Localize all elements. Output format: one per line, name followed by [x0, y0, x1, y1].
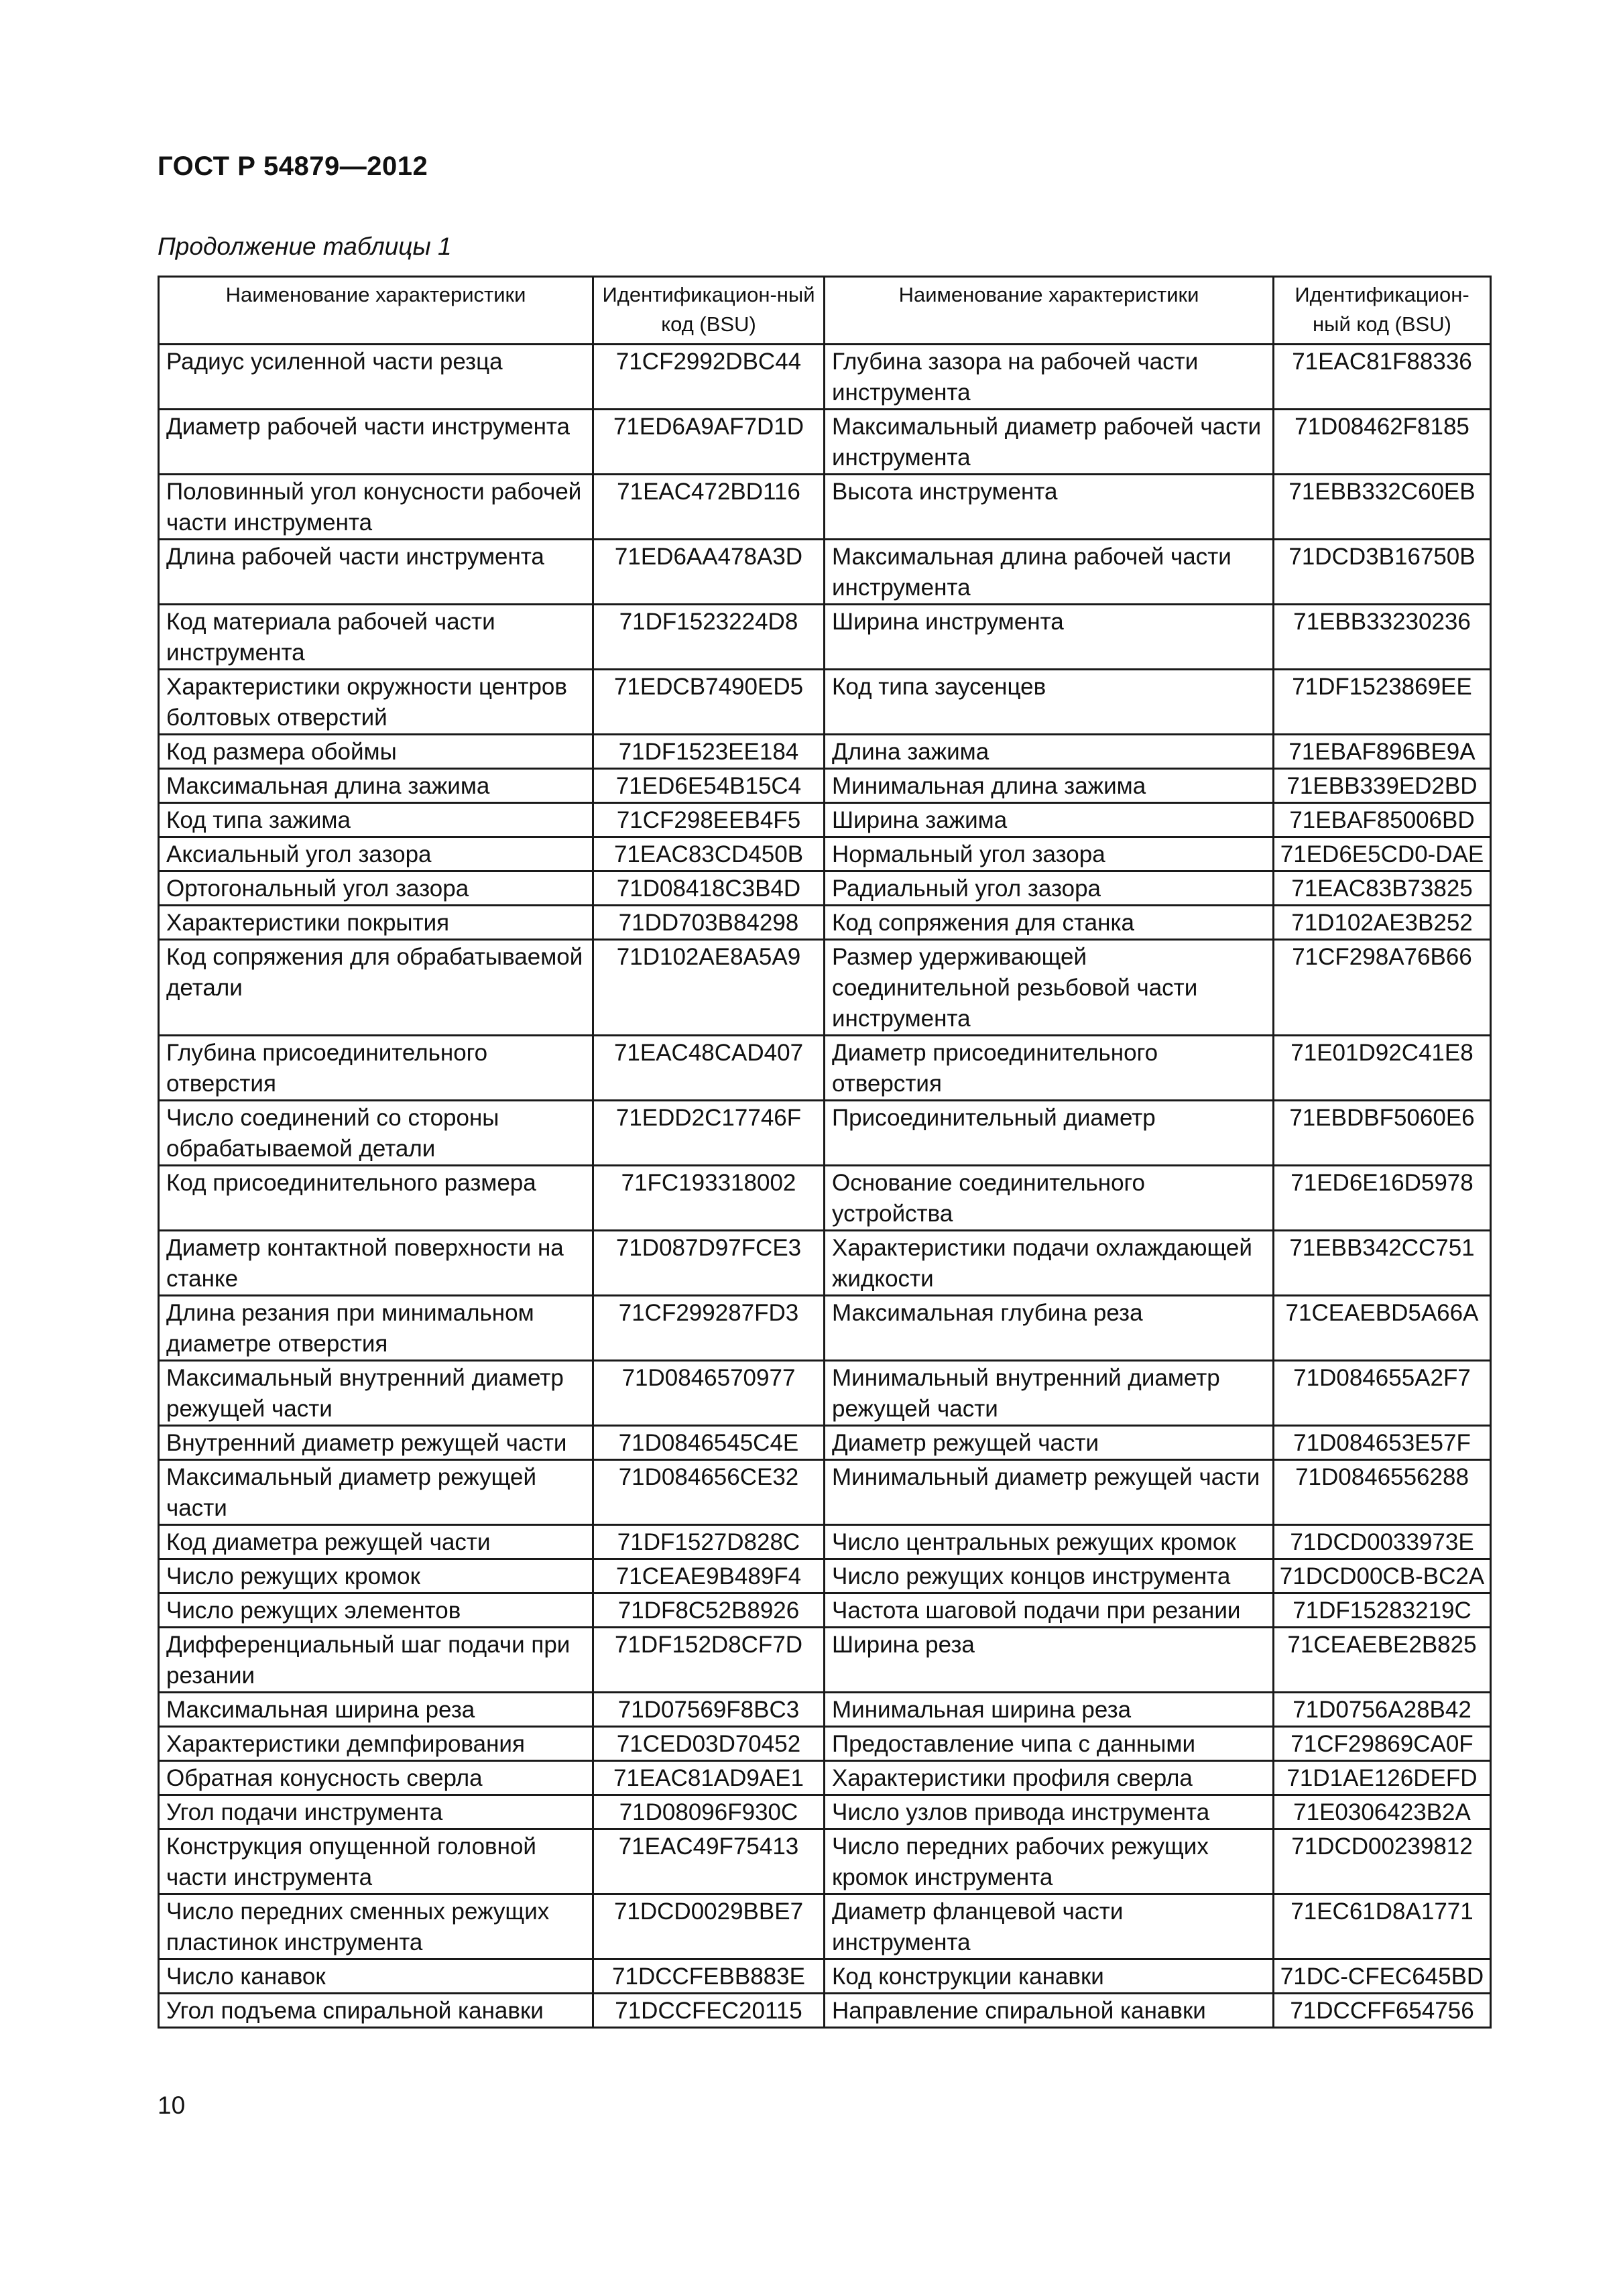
right-bsu-code: 71D084655A2F7 [1274, 1361, 1491, 1426]
left-characteristic-name: Внутренний диаметр режущей части [159, 1426, 593, 1460]
left-bsu-code: 71DCCFEBB883E [593, 1959, 825, 1994]
right-characteristic-name: Ширина реза [825, 1628, 1274, 1693]
page-number: 10 [158, 2092, 186, 2119]
header-bsu-code-left: Идентификацион-ный код (BSU) [593, 277, 825, 345]
left-characteristic-name: Конструкция опущенной головной части инструмента [159, 1829, 593, 1894]
left-characteristic-name: Глубина присоединительного отверстия [159, 1036, 593, 1101]
left-characteristic-name: Число передних сменных режущих пластинок инструмента [159, 1894, 593, 1959]
table-row [159, 1727, 1491, 1761]
table-row [159, 1761, 1491, 1795]
table-row [159, 1166, 1491, 1231]
left-characteristic-name: Аксиальный угол зазора [159, 837, 593, 871]
right-bsu-code: 71EAC83B73825 [1274, 871, 1491, 906]
right-characteristic-name: Ширина инструмента [825, 605, 1274, 670]
left-bsu-code: 71CED03D70452 [593, 1727, 825, 1761]
left-characteristic-name: Код размера обоймы [159, 735, 593, 769]
right-bsu-code: 71DF15283219C [1274, 1593, 1491, 1628]
table-row [159, 1101, 1491, 1166]
left-characteristic-name: Характеристики покрытия [159, 906, 593, 940]
header-characteristic-name-right: Наименование характеристики [825, 277, 1274, 345]
left-characteristic-name: Угол подъема спиральной канавки [159, 1994, 593, 2028]
left-characteristic-name: Код типа зажима [159, 803, 593, 837]
left-characteristic-name: Характеристики окружности центров болтовых отверстий [159, 670, 593, 735]
left-characteristic-name: Код диаметра режущей части [159, 1525, 593, 1559]
table-row [159, 410, 1491, 475]
right-bsu-code: 71DCCFF654756 [1274, 1994, 1491, 2028]
table-row [159, 1559, 1491, 1593]
document-header: ГОСТ Р 54879—2012 [158, 152, 428, 181]
right-bsu-code: 71ED6E16D5978 [1274, 1166, 1491, 1231]
right-characteristic-name: Минимальная длина зажима [825, 769, 1274, 803]
right-bsu-code: 71DC-CFEC645BD [1274, 1959, 1491, 1994]
left-bsu-code: 71D08096F930C [593, 1795, 825, 1829]
left-bsu-code: 71D07569F8BC3 [593, 1693, 825, 1727]
right-characteristic-name: Диаметр режущей части [825, 1426, 1274, 1460]
table-row [159, 1036, 1491, 1101]
table-body [159, 345, 1491, 2028]
table-row [159, 1829, 1491, 1894]
right-characteristic-name: Частота шаговой подачи при резании [825, 1593, 1274, 1628]
table-row [159, 1296, 1491, 1361]
left-characteristic-name: Максимальный внутренний диаметр режущей части [159, 1361, 593, 1426]
right-bsu-code: 71EBB332C60EB [1274, 475, 1491, 540]
table-row [159, 345, 1491, 410]
left-bsu-code: 71EAC472BD116 [593, 475, 825, 540]
right-bsu-code: 71D08462F8185 [1274, 410, 1491, 475]
left-characteristic-name: Код присоединительного размера [159, 1166, 593, 1231]
left-characteristic-name: Диаметр рабочей части инструмента [159, 410, 593, 475]
table-row [159, 1795, 1491, 1829]
left-bsu-code: 71D08418C3B4D [593, 871, 825, 906]
right-characteristic-name: Ширина зажима [825, 803, 1274, 837]
right-bsu-code: 71DCD00CB-BC2A [1274, 1559, 1491, 1593]
right-characteristic-name: Характеристики профиля сверла [825, 1761, 1274, 1795]
left-bsu-code: 71CEAE9B489F4 [593, 1559, 825, 1593]
table-row [159, 871, 1491, 906]
right-characteristic-name: Максимальная глубина реза [825, 1296, 1274, 1361]
left-characteristic-name: Максимальная длина зажима [159, 769, 593, 803]
table-row [159, 1525, 1491, 1559]
left-characteristic-name: Число соединений со стороны обрабатываемой детали [159, 1101, 593, 1166]
table-header-row [159, 277, 1491, 345]
right-characteristic-name: Число режущих концов инструмента [825, 1559, 1274, 1593]
left-bsu-code: 71DD703B84298 [593, 906, 825, 940]
left-characteristic-name: Половинный угол конусности рабочей части инструмента [159, 475, 593, 540]
right-bsu-code: 71EBAF896BE9A [1274, 735, 1491, 769]
left-bsu-code: 71D0846570977 [593, 1361, 825, 1426]
right-bsu-code: 71CF298A76B66 [1274, 940, 1491, 1036]
table-row [159, 803, 1491, 837]
table-row [159, 670, 1491, 735]
right-bsu-code: 71D0756A28B42 [1274, 1693, 1491, 1727]
right-characteristic-name: Максимальный диаметр рабочей части инструмента [825, 410, 1274, 475]
left-bsu-code: 71D087D97FCE3 [593, 1231, 825, 1296]
right-bsu-code: 71E0306423B2A [1274, 1795, 1491, 1829]
right-bsu-code: 71D1AE126DEFD [1274, 1761, 1491, 1795]
right-characteristic-name: Диаметр присоединительного отверстия [825, 1036, 1274, 1101]
right-bsu-code: 71DCD0033973E [1274, 1525, 1491, 1559]
right-characteristic-name: Глубина зазора на рабочей части инструмента [825, 345, 1274, 410]
left-characteristic-name: Характеристики демпфирования [159, 1727, 593, 1761]
right-characteristic-name: Основание соединительного устройства [825, 1166, 1274, 1231]
right-characteristic-name: Нормальный угол зазора [825, 837, 1274, 871]
right-characteristic-name: Направление спиральной канавки [825, 1994, 1274, 2028]
right-characteristic-name: Максимальная длина рабочей части инструмента [825, 540, 1274, 605]
left-bsu-code: 71DF1523EE184 [593, 735, 825, 769]
table-row [159, 1231, 1491, 1296]
right-characteristic-name: Код сопряжения для станка [825, 906, 1274, 940]
right-characteristic-name: Размер удерживающей соединительной резьбовой части инструмента [825, 940, 1274, 1036]
table-row [159, 540, 1491, 605]
left-characteristic-name: Дифференциальный шаг подачи при резании [159, 1628, 593, 1693]
left-bsu-code: 71FC193318002 [593, 1166, 825, 1231]
left-bsu-code: 71D084656CE32 [593, 1460, 825, 1525]
table-row [159, 1460, 1491, 1525]
left-characteristic-name: Радиус усиленной части резца [159, 345, 593, 410]
left-characteristic-name: Число режущих кромок [159, 1559, 593, 1593]
right-characteristic-name: Минимальный внутренний диаметр режущей части [825, 1361, 1274, 1426]
header-bsu-code-right: Идентификацион-ный код (BSU) [1274, 277, 1491, 345]
right-bsu-code: 71EAC81F88336 [1274, 345, 1491, 410]
left-bsu-code: 71EAC48CAD407 [593, 1036, 825, 1101]
table-row [159, 475, 1491, 540]
right-characteristic-name: Предоставление чипа с данными [825, 1727, 1274, 1761]
table-row [159, 735, 1491, 769]
right-characteristic-name: Присоединительный диаметр [825, 1101, 1274, 1166]
left-bsu-code: 71EDD2C17746F [593, 1101, 825, 1166]
left-bsu-code: 71D102AE8A5A9 [593, 940, 825, 1036]
left-bsu-code: 71DCCFEC20115 [593, 1994, 825, 2028]
left-characteristic-name: Длина резания при минимальном диаметре отверстия [159, 1296, 593, 1361]
right-characteristic-name: Число передних рабочих режущих кромок инструмента [825, 1829, 1274, 1894]
left-bsu-code: 71DF152D8CF7D [593, 1628, 825, 1693]
left-characteristic-name: Код сопряжения для обрабатываемой детали [159, 940, 593, 1036]
left-bsu-code: 71DCD0029BBE7 [593, 1894, 825, 1959]
left-characteristic-name: Угол подачи инструмента [159, 1795, 593, 1829]
left-bsu-code: 71DF1523224D8 [593, 605, 825, 670]
header-characteristic-name-left: Наименование характеристики [159, 277, 593, 345]
right-bsu-code: 71ED6E5CD0-DAE [1274, 837, 1491, 871]
right-bsu-code: 71DCD00239812 [1274, 1829, 1491, 1894]
table-row [159, 1593, 1491, 1628]
left-bsu-code: 71EDCB7490ED5 [593, 670, 825, 735]
left-characteristic-name: Обратная конусность сверла [159, 1761, 593, 1795]
left-characteristic-name: Диаметр контактной поверхности на станке [159, 1231, 593, 1296]
table-row [159, 940, 1491, 1036]
left-characteristic-name: Ортогональный угол зазора [159, 871, 593, 906]
right-bsu-code: 71EC61D8A1771 [1274, 1894, 1491, 1959]
table-row [159, 1994, 1491, 2028]
right-bsu-code: 71EBB339ED2BD [1274, 769, 1491, 803]
left-characteristic-name: Максимальный диаметр режущей части [159, 1460, 593, 1525]
left-bsu-code: 71CF299287FD3 [593, 1296, 825, 1361]
right-bsu-code: 71D102AE3B252 [1274, 906, 1491, 940]
right-bsu-code: 71D0846556288 [1274, 1460, 1491, 1525]
table-caption: Продолжение таблицы 1 [158, 233, 452, 260]
table-row [159, 769, 1491, 803]
right-bsu-code: 71D084653E57F [1274, 1426, 1491, 1460]
right-bsu-code: 71DF1523869EE [1274, 670, 1491, 735]
right-characteristic-name: Радиальный угол зазора [825, 871, 1274, 906]
left-bsu-code: 71EAC83CD450B [593, 837, 825, 871]
right-characteristic-name: Число узлов привода инструмента [825, 1795, 1274, 1829]
right-characteristic-name: Код типа заусенцев [825, 670, 1274, 735]
right-characteristic-name: Минимальный диаметр режущей части [825, 1460, 1274, 1525]
right-bsu-code: 71EBDBF5060E6 [1274, 1101, 1491, 1166]
left-bsu-code: 71D0846545C4E [593, 1426, 825, 1460]
right-bsu-code: 71CEAEBE2B825 [1274, 1628, 1491, 1693]
table-row [159, 605, 1491, 670]
right-bsu-code: 71EBB33230236 [1274, 605, 1491, 670]
table-row [159, 1894, 1491, 1959]
table-row [159, 1361, 1491, 1426]
right-bsu-code: 71CF29869CA0F [1274, 1727, 1491, 1761]
right-bsu-code: 71E01D92C41E8 [1274, 1036, 1491, 1101]
table-row [159, 1628, 1491, 1693]
right-bsu-code: 71DCD3B16750B [1274, 540, 1491, 605]
right-characteristic-name: Характеристики подачи охлаждающей жидкости [825, 1231, 1274, 1296]
right-bsu-code: 71CEAEBD5A66A [1274, 1296, 1491, 1361]
left-bsu-code: 71CF2992DBC44 [593, 345, 825, 410]
table-row [159, 1959, 1491, 1994]
left-bsu-code: 71ED6E54B15C4 [593, 769, 825, 803]
right-characteristic-name: Длина зажима [825, 735, 1274, 769]
table-row [159, 1426, 1491, 1460]
left-bsu-code: 71ED6AA478A3D [593, 540, 825, 605]
left-characteristic-name: Максимальная ширина реза [159, 1693, 593, 1727]
right-characteristic-name: Минимальная ширина реза [825, 1693, 1274, 1727]
left-characteristic-name: Число режущих элементов [159, 1593, 593, 1628]
right-characteristic-name: Код конструкции канавки [825, 1959, 1274, 1994]
left-bsu-code: 71DF1527D828C [593, 1525, 825, 1559]
right-bsu-code: 71EBAF85006BD [1274, 803, 1491, 837]
table-row [159, 1693, 1491, 1727]
left-characteristic-name: Код материала рабочей части инструмента [159, 605, 593, 670]
left-bsu-code: 71CF298EEB4F5 [593, 803, 825, 837]
left-bsu-code: 71EAC81AD9AE1 [593, 1761, 825, 1795]
table-row [159, 906, 1491, 940]
left-characteristic-name: Число канавок [159, 1959, 593, 1994]
left-bsu-code: 71ED6A9AF7D1D [593, 410, 825, 475]
right-bsu-code: 71EBB342CC751 [1274, 1231, 1491, 1296]
right-characteristic-name: Высота инструмента [825, 475, 1274, 540]
characteristics-table [158, 276, 1492, 2029]
left-bsu-code: 71EAC49F75413 [593, 1829, 825, 1894]
right-characteristic-name: Число центральных режущих кромок [825, 1525, 1274, 1559]
left-characteristic-name: Длина рабочей части инструмента [159, 540, 593, 605]
table-row [159, 837, 1491, 871]
left-bsu-code: 71DF8C52B8926 [593, 1593, 825, 1628]
right-characteristic-name: Диаметр фланцевой части инструмента [825, 1894, 1274, 1959]
